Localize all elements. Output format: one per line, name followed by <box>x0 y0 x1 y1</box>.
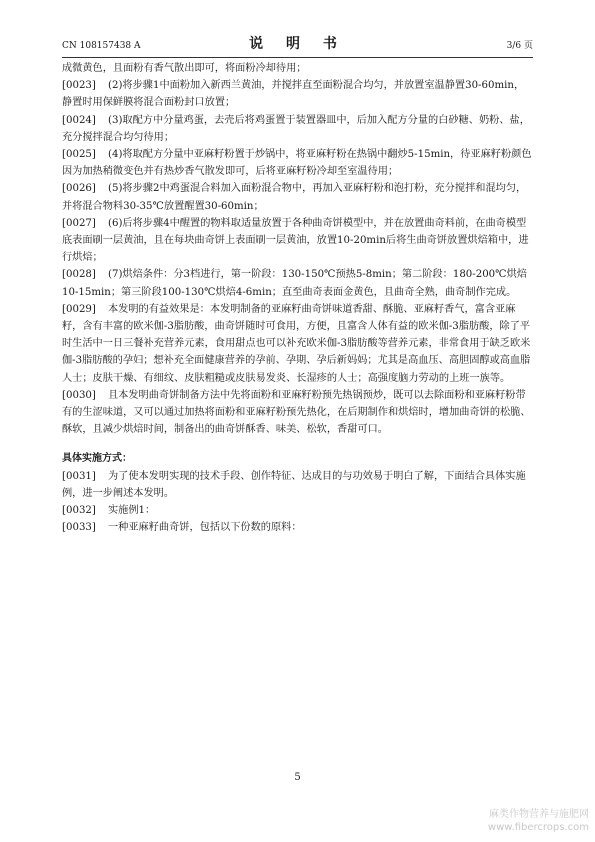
paragraph-tag: [0023] <box>62 80 96 92</box>
section-heading: 具体实施方式： <box>62 453 132 465</box>
paragraph-tag: [0033] <box>62 522 96 534</box>
paragraph-0029 <box>62 301 534 387</box>
paragraph-text: 成微黄色，且面粉有香气散出即可，将面粉冷却待用； <box>62 63 307 74</box>
paragraph-0024 <box>62 112 534 146</box>
paragraph-text: (5)将步骤2中鸡蛋混合料加入面粉混合物中，再加入亚麻籽粉和泡打粉，充分搅拌和混均匀，并将混合物料30-35℃放置醒置30-60min； <box>62 183 527 212</box>
watermark-url: www.fibercrops.com <box>487 822 589 833</box>
paragraph-0032 <box>62 502 534 519</box>
paragraph-tag: [0025] <box>62 149 96 161</box>
paragraph-tag: [0032] <box>62 505 96 517</box>
paragraph-tag: [0027] <box>62 217 96 229</box>
paragraph-text: 为了使本发明实现的技术手段、创作特征、达成目的与功效易于明白了解，下面结合具体实施例，进一步阐述本发明。 <box>62 470 526 499</box>
paragraph-0033 <box>62 519 534 536</box>
paragraph-tag: [0029] <box>62 303 96 315</box>
paragraph-text: 实施例1： <box>108 505 156 517</box>
paragraph-0031 <box>62 468 534 502</box>
paragraph-0026 <box>62 180 534 214</box>
paragraph-0025 <box>62 146 534 180</box>
paragraph-tag: [0030] <box>62 389 96 401</box>
paragraph-text: (7)烘焙条件：分3档进行，第一阶段：130-150℃预热5-8min；第二阶段：180-200℃烘焙10-15min；第三阶段100-130℃烘焙4-6min；直至曲奇表面金黄色，且曲奇全熟，曲奇制作完成。 <box>62 269 527 298</box>
paragraph-continuation <box>62 60 534 77</box>
paragraph-text: 本发明的有益效果是：本发明制备的亚麻籽曲奇饼味道香甜、酥脆、亚麻籽香气，富含亚麻籽，含有丰富的欧米伽-3脂肪酸，曲奇饼随时可食用，方便，且富含人体有益的欧米伽-3脂肪酸，除了平时生活中一日三餐补充营养元素，食用甜点也可以补充欧米伽-3脂肪酸等营养元素，非常食用于缺乏欧米伽-3脂肪酸的孕妇；想补充全面健康营养的孕前、孕期、孕后新妈妈；尤其是高血压、高胆固醇或高血脂人士；皮肤干燥、有细纹、皮肤粗糙或皮肤易发炎、长湿疹的人士；高强度脑力劳动的上班一族等。 <box>62 303 531 384</box>
paragraph-tag: [0028] <box>62 269 96 281</box>
watermark-title: 麻类作物营养与施肥网 <box>489 809 589 820</box>
document-body <box>62 60 534 536</box>
paragraph-text: (4)将取配方分量中亚麻籽粉置于炒锅中，将亚麻籽粉在热锅中翻炒5-15min，待亚麻籽粉颜色因为加热稍微变色并有热炒香气散发即可，后将亚麻籽粉冷却至室温待用； <box>62 149 532 178</box>
document-title: 说 明 书 <box>249 36 346 52</box>
paragraph-text: 一种亚麻籽曲奇饼，包括以下份数的原料： <box>108 522 302 534</box>
paragraph-text: 且本发明曲奇饼制备方法中先将面粉和亚麻籽粉预先热锅预炒，既可以去除面粉和亚麻籽粉带有的生涩味道，又可以通过加热将面粉和亚麻籽粉预先热化，在后期制作和烘焙时，增加曲奇饼的松脆、酥软，且减少烘焙时间，制备出的曲奇饼酥香、味美、松软，香甜可口。 <box>62 389 531 436</box>
paragraph-text: (3)取配方中分量鸡蛋，去壳后将鸡蛋置于装置器皿中，后加入配方分量的白砂糖、奶粉、盐，充分搅拌混合均匀待用； <box>62 114 530 143</box>
page-header <box>62 36 533 56</box>
page-number: 5 <box>294 772 301 783</box>
paragraph-0027 <box>62 215 534 267</box>
paragraph-0023 <box>62 77 534 111</box>
header-rule <box>62 57 533 58</box>
paragraph-tag: [0026] <box>62 183 96 195</box>
patent-number: CN 108157438 A <box>62 41 141 51</box>
site-watermark <box>488 808 589 834</box>
paragraph-text: (2)将步骤1中面粉加入新西兰黄油，并搅拌直至面粉混合均匀，并放置室温静置30-60min，静置时用保鲜膜将混合面粉封口放置； <box>62 80 525 109</box>
paragraph-text: (6)后将步骤4中醒置的物料取适量放置于各种曲奇饼模型中，并在放置曲奇料前，在曲奇模型底表面刷一层黄油，且在每块曲奇饼上表面刷一层黄油，放置10-20min后将生曲奇饼放置烘焙箱中，进行烘焙； <box>62 217 529 264</box>
page-info: 3/6 页 <box>506 41 533 51</box>
paragraph-0030 <box>62 387 534 439</box>
paragraph-0028 <box>62 266 534 300</box>
paragraph-tag: [0031] <box>62 470 96 482</box>
paragraph-tag: [0024] <box>62 114 96 126</box>
